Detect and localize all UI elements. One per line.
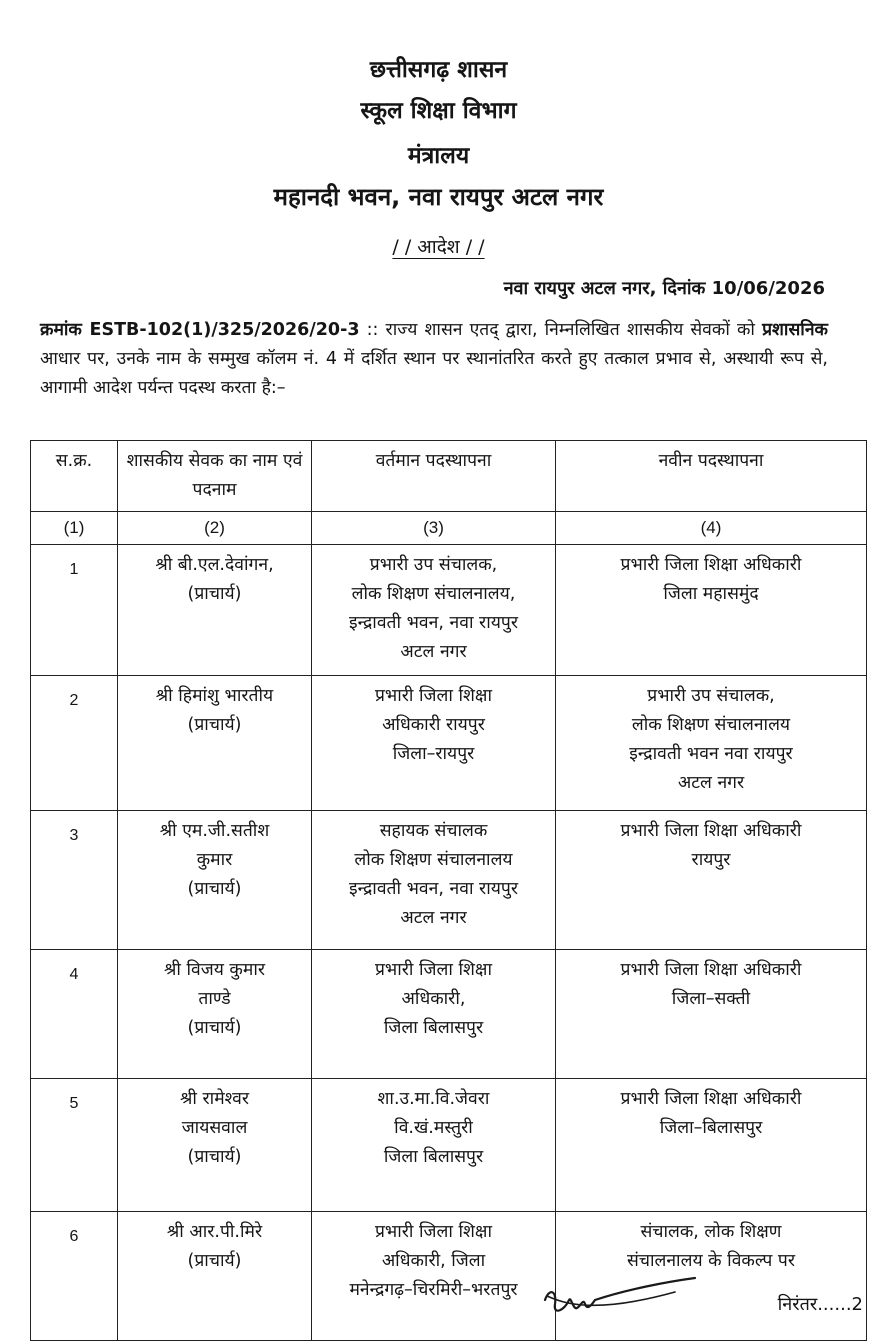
col-number-1: (1) [31,512,118,545]
cell-current-posting [312,676,556,811]
order-intro [40,316,828,403]
date-line: नवा रायपुर अटल नगर, दिनांक 10/06/2026 [503,278,825,299]
cell-current-posting-line: अधिकारी रायपुर [382,715,485,735]
cell-serial: 5 [31,1079,118,1212]
cell-new-posting-line: रायपुर [691,850,731,870]
transfer-table [30,440,867,1341]
cell-new-posting-line: अटल नगर [677,773,745,793]
table-row [31,950,867,1079]
cell-employee-name-line: (प्राचार्य) [187,1147,242,1167]
cell-employee-name [118,545,312,676]
cell-employee-name [118,950,312,1079]
cell-employee-name-line: श्री विजय कुमार [163,960,266,980]
cell-current-posting-line: वि.खं.मस्तुरी [394,1118,473,1138]
cell-new-posting-line: संचालक, लोक शिक्षण [640,1222,782,1242]
office-address: महानदी भवन, नवा रायपुर अटल नगर [273,183,604,211]
cell-employee-name-line: श्री हिमांशु भारतीय [155,686,274,706]
cell-employee-name-line: (प्राचार्य) [187,1018,242,1038]
cell-current-posting-line: लोक शिक्षण संचालनालय, [351,584,516,604]
cell-employee-name [118,811,312,950]
cell-current-posting [312,811,556,950]
cell-serial: 6 [31,1212,118,1341]
cell-employee-name [118,676,312,811]
cell-new-posting-line: प्रभारी उप संचालक, [647,686,775,706]
cell-current-posting-line: अटल नगर [400,642,467,662]
cell-current-posting-line: इन्द्रावती भवन, नवा रायपुर [349,879,518,899]
cell-serial: 1 [31,545,118,676]
cell-new-posting-line: जिला–बिलासपुर [659,1118,763,1138]
cell-current-posting [312,545,556,676]
col-number-2: (2) [118,512,312,545]
cell-current-posting-line: सहायक संचालक [379,821,488,841]
cell-current-posting-line: प्रभारी उप संचालक, [369,555,498,575]
cell-employee-name-line: श्री रामेश्वर [180,1089,249,1109]
cell-employee-name-line: जायसवाल [181,1118,248,1138]
cell-new-posting-line: संचालनालय के विकल्प पर [627,1251,795,1271]
table-row [31,545,867,676]
cell-new-posting [556,676,867,811]
cell-current-posting-line: मनेन्द्रगढ़–चिरमिरी–भरतपुर [349,1280,518,1300]
cell-employee-name-line: श्री एम.जी.सतीश [159,821,270,841]
cell-employee-name [118,1079,312,1212]
cell-current-posting-line: इन्द्रावती भवन, नवा रायपुर [349,613,518,633]
intro-text-2: आधार पर, उनके नाम के सम्मुख कॉलम नं. 4 में दर्शित स्थान पर स्थानांतरित करते हुए तत्काल प्रभाव से, अस्थायी रूप से, आगामी आदेश पर्यन्त पदस्थ करता है:– [40,349,828,398]
cell-new-posting [556,1079,867,1212]
cell-serial: 2 [31,676,118,811]
cell-current-posting-line: अटल नगर [400,908,467,928]
header-cell-sn: स.क्र. [31,441,118,512]
cell-current-posting-line: शा.उ.मा.वि.जेवरा [377,1089,490,1109]
cell-new-posting [556,545,867,676]
cell-employee-name-line: (प्राचार्य) [187,1251,242,1271]
cell-current-posting [312,1079,556,1212]
order-title [0,233,877,259]
cell-current-posting-line: प्रभारी जिला शिक्षा [374,960,493,980]
cell-new-posting-line: जिला–सक्ती [671,989,751,1009]
column-number-row [31,512,867,545]
cell-current-posting-line: प्रभारी जिला शिक्षा [374,1222,493,1242]
cell-current-posting-line: प्रभारी जिला शिक्षा [374,686,493,706]
cell-new-posting-line: प्रभारी जिला शिक्षा अधिकारी [620,555,802,575]
cell-new-posting [556,811,867,950]
table-row [31,1079,867,1212]
cell-employee-name-line: (प्राचार्य) [187,715,242,735]
col-number-3: (3) [312,512,556,545]
cell-serial: 3 [31,811,118,950]
order-title-text: / / आदेश / / [392,236,485,258]
intro-bold-word: प्रशासनिक [762,320,828,340]
cell-current-posting [312,950,556,1079]
header-cell-name: शासकीय सेवक का नाम एवं पदनाम [118,441,312,512]
table-row [31,1212,867,1341]
cell-current-posting-line: लोक शिक्षण संचालनालय [354,850,513,870]
cell-new-posting-line: प्रभारी जिला शिक्षा अधिकारी [620,821,802,841]
cell-current-posting-line: अधिकारी, जिला [381,1251,486,1271]
cell-employee-name-line: श्री आर.पी.मिरे [166,1222,263,1242]
continued-marker: निरंतर......2 [777,1294,863,1315]
signature-mark [535,1270,705,1330]
col-number-4: (4) [556,512,867,545]
cell-current-posting-line: जिला बिलासपुर [383,1018,484,1038]
cell-new-posting-line: जिला महासमुंद [663,584,759,604]
cell-serial: 4 [31,950,118,1079]
cell-current-posting [312,1212,556,1341]
reference-number: क्रमांक ESTB-102(1)/325/2026/20-3 [40,320,360,340]
cell-employee-name [118,1212,312,1341]
cell-employee-name-line: कुमार [196,850,233,870]
ministry-name: मंत्रालय [407,143,470,169]
intro-text-1: :: राज्य शासन एतद् द्वारा, निम्नलिखित शासकीय सेवकों को [359,320,763,340]
cell-current-posting-line: जिला बिलासपुर [383,1147,484,1167]
govt-name: छत्तीसगढ़ शासन [369,57,508,83]
cell-employee-name-line: (प्राचार्य) [187,879,242,899]
department-name: स्कूल शिक्षा विभाग [360,98,517,124]
cell-new-posting-line: लोक शिक्षण संचालनालय [631,715,791,735]
cell-current-posting-line: अधिकारी, [401,989,466,1009]
table-header-row [31,441,867,512]
cell-current-posting-line: जिला–रायपुर [392,744,475,764]
table-row [31,811,867,950]
cell-employee-name-line: श्री बी.एल.देवांगन, [155,555,274,575]
table-row [31,676,867,811]
header-cell-new: नवीन पदस्थापना [556,441,867,512]
header-cell-current: वर्तमान पदस्थापना [312,441,556,512]
cell-new-posting-line: प्रभारी जिला शिक्षा अधिकारी [620,1089,802,1109]
cell-new-posting-line: प्रभारी जिला शिक्षा अधिकारी [620,960,802,980]
cell-employee-name-line: (प्राचार्य) [187,584,242,604]
cell-employee-name-line: ताण्डे [198,989,231,1009]
cell-new-posting [556,950,867,1079]
cell-new-posting-line: इन्द्रावती भवन नवा रायपुर [629,744,793,764]
